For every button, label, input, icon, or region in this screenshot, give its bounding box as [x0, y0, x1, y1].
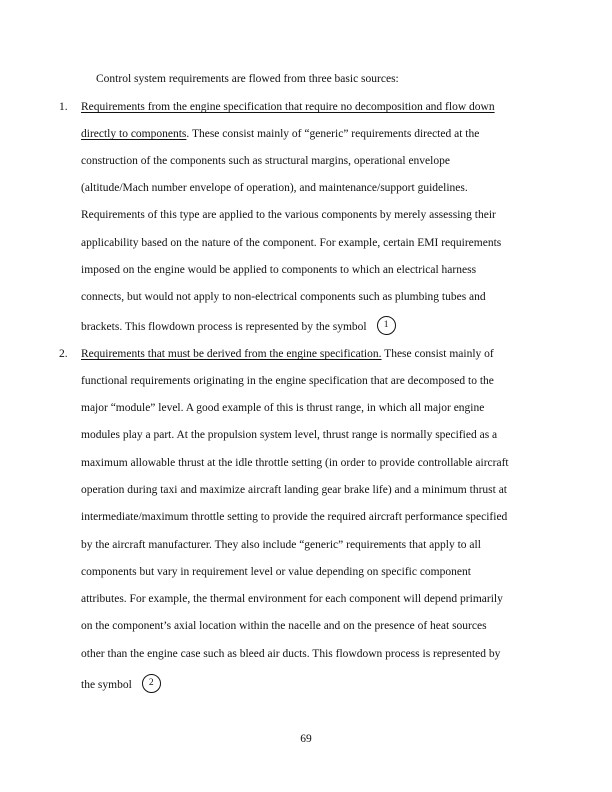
- flowdown-symbol-1: 1: [377, 316, 396, 335]
- item1-heading-line1: Requirements from the engine specification that require no decomposition and flow down: [81, 101, 495, 113]
- intro-paragraph: Control system requirements are flowed from three basic sources:: [96, 73, 399, 85]
- item2-body-line: by the aircraft manufacturer. They also include “generic” requirements that apply to all: [81, 539, 481, 551]
- item2-body-line: on the component’s axial location within the nacelle and on the presence of heat sources: [81, 620, 487, 632]
- item1-body-line: applicability based on the nature of the component. For example, certain EMI requirements: [81, 237, 502, 249]
- list-number-2: 2.: [59, 348, 68, 360]
- item1-last-line: [81, 318, 396, 337]
- list-number-1: 1.: [59, 101, 68, 113]
- item2-body-line: intermediate/maximum throttle setting to provide the required aircraft performance specified: [81, 511, 508, 523]
- item2-body-line: modules play a part. At the propulsion system level, thrust range is normally specified as a: [81, 429, 498, 441]
- item1-line2-rest: . These consist mainly of “generic” requirements directed at the: [186, 128, 480, 140]
- flowdown-symbol-2: 2: [142, 674, 161, 693]
- item2-body-line: operation during taxi and maximize aircraft landing gear brake life) and a minimum thrust at: [81, 484, 507, 496]
- item1-body-line: Requirements of this type are applied to the various components by merely assessing their: [81, 209, 496, 221]
- item1-last-text: brackets. This flowdown process is represented by the symbol: [81, 321, 367, 334]
- item1-heading-line2: directly to components: [81, 128, 187, 140]
- item2-body-line: components but vary in requirement level or value depending on specific component: [81, 566, 471, 578]
- item1-body-line: imposed on the engine would be applied to components to which an electrical harness: [81, 264, 477, 276]
- item1-body-line: connects, but would not apply to non-electrical components such as plumbing tubes and: [81, 291, 486, 303]
- item2-body-line: functional requirements originating in the engine specification that are decomposed to the: [81, 375, 494, 387]
- item1-line2: [81, 127, 479, 141]
- item2-last-line: [81, 676, 161, 695]
- item2-last-text: the symbol: [81, 679, 132, 692]
- item1-body-line: (altitude/Mach number envelope of operation), and maintenance/support guidelines.: [81, 182, 468, 194]
- item2-body-line: other than the engine case such as bleed air ducts. This flowdown process is represented by: [81, 648, 501, 660]
- item2-body-line: maximum allowable thrust at the idle throttle setting (in order to provide controllable aircraft: [81, 457, 509, 469]
- page-number: 69: [300, 733, 312, 745]
- item2-body-line: attributes. For example, the thermal environment for each component will depend primarily: [81, 593, 503, 605]
- item2-line1: [81, 347, 494, 361]
- item2-body-line: major “module” level. A good example of this is thrust range, in which all major engine: [81, 402, 485, 414]
- item1-body-line: construction of the components such as structural margins, operational envelope: [81, 155, 450, 167]
- item2-heading: Requirements that must be derived from the engine specification.: [81, 348, 382, 360]
- item2-line1-rest: These consist mainly of: [381, 348, 494, 360]
